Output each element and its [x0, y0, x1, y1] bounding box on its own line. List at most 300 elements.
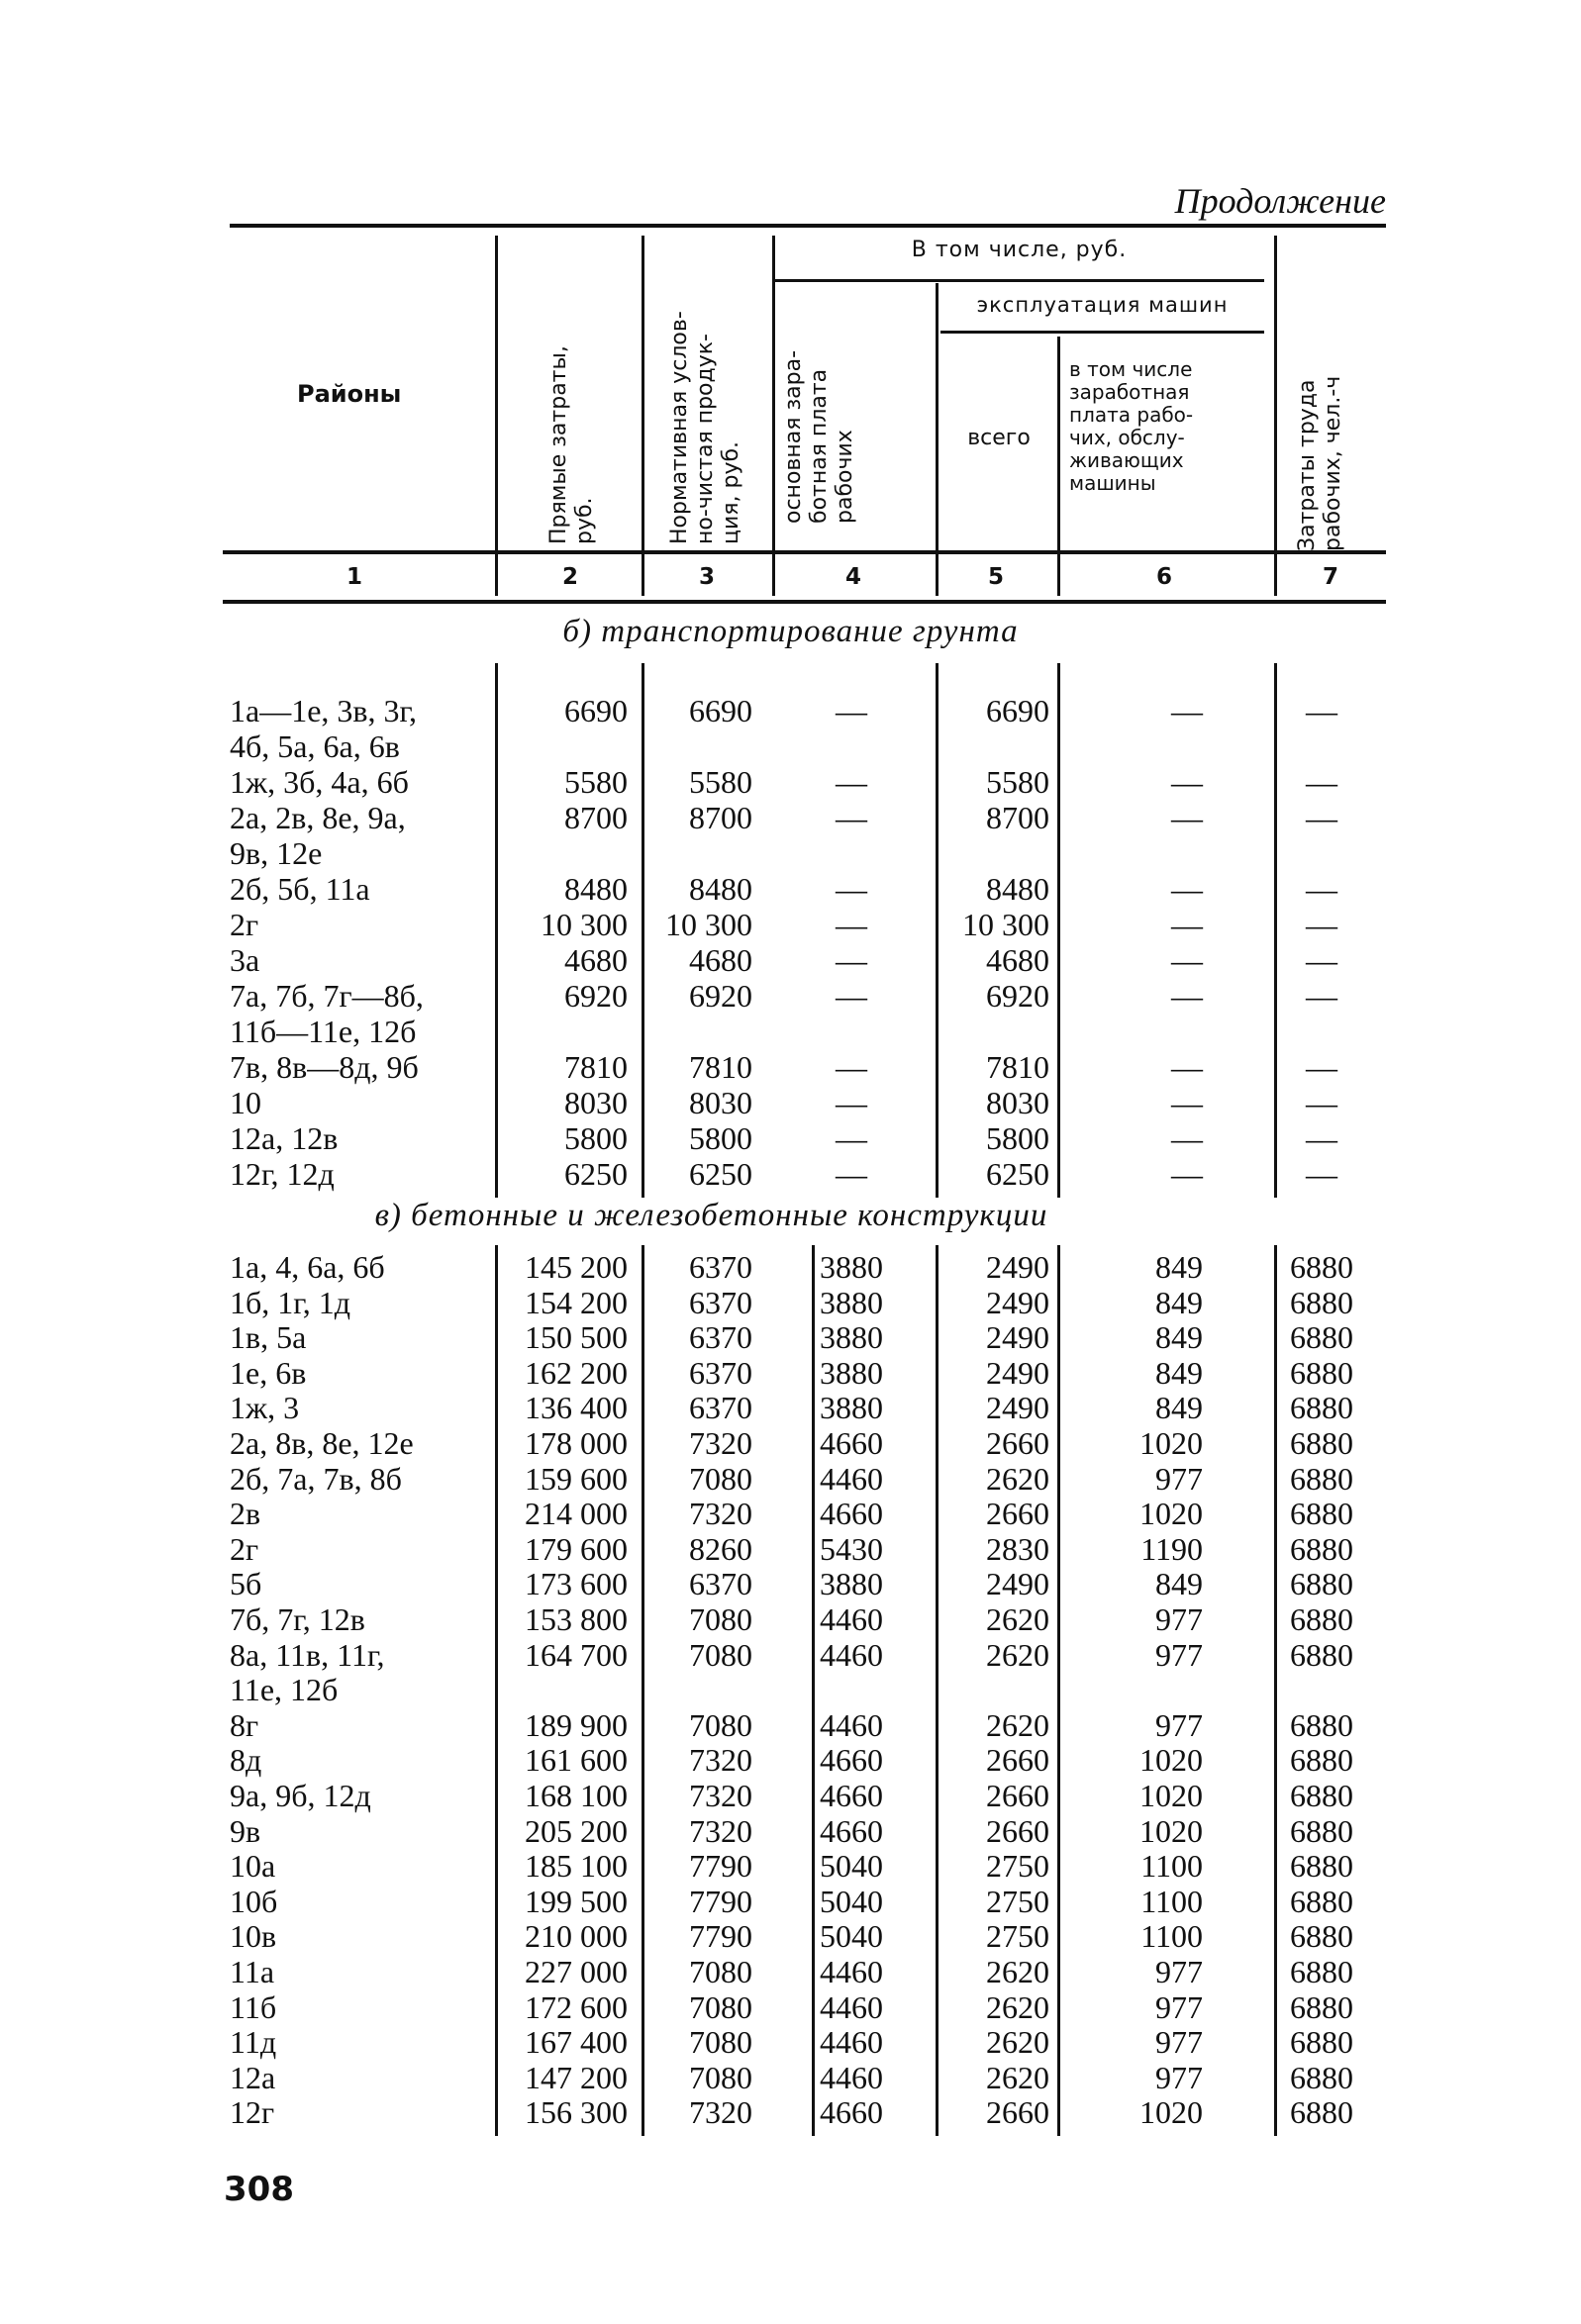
cell-value: 6880: [1290, 1988, 1353, 2025]
header-machine-operation: эксплуатация машин: [976, 293, 1229, 317]
cell-value: 5040: [820, 1918, 883, 1955]
cell-value: 4660: [820, 1742, 883, 1779]
table-row: [0, 871, 1581, 907]
cell-value: 2490: [986, 1319, 1049, 1356]
cell-value: 3880: [820, 1319, 883, 1356]
colnum-divider: [495, 556, 498, 596]
cell-value: 4460: [820, 1460, 883, 1497]
table-row: [0, 835, 1581, 871]
cell-value: 8700: [564, 800, 628, 835]
cell-value: —: [1306, 1156, 1337, 1192]
cell-value: 2620: [986, 2024, 1049, 2061]
cell-value: 6880: [1290, 1601, 1353, 1637]
cell-region: 10в: [230, 1918, 277, 1955]
cell-value: 6920: [689, 978, 752, 1014]
cell-value: 136 400: [525, 1390, 628, 1426]
table-row: [0, 1085, 1581, 1120]
cell-region: 12г, 12д: [230, 1156, 335, 1192]
cell-value: 4460: [820, 1601, 883, 1637]
cell-value: 4460: [820, 2059, 883, 2095]
colnum-divider: [1274, 556, 1277, 596]
table-row: [0, 1566, 1581, 1601]
cell-value: 7080: [689, 1460, 752, 1497]
cell-value: 8030: [564, 1085, 628, 1120]
cell-region: 10а: [230, 1848, 276, 1885]
header-direct-costs: Прямые затраты, руб.: [546, 345, 597, 544]
cell-value: —: [1171, 978, 1203, 1014]
cell-value: 4460: [820, 2024, 883, 2061]
cell-value: 8480: [564, 871, 628, 907]
cell-value: 162 200: [525, 1354, 628, 1391]
cell-value: 4680: [564, 942, 628, 978]
cell-value: 3880: [820, 1249, 883, 1285]
cell-value: 977: [1155, 2059, 1203, 2095]
table-row: [0, 1989, 1581, 2025]
cell-value: 6880: [1290, 1530, 1353, 1567]
cell-region: 4б, 5а, 6а, 6в: [230, 728, 400, 764]
table-row: [0, 1707, 1581, 1743]
cell-value: 6880: [1290, 1706, 1353, 1743]
table-row: [0, 1049, 1581, 1085]
cell-value: 153 800: [525, 1601, 628, 1637]
including-rule: [774, 279, 1264, 282]
cell-value: 5580: [564, 764, 628, 800]
cell-value: 6880: [1290, 1742, 1353, 1779]
header-machine-wage: в том числе заработная плата рабо- чих, обслу- живающих машины: [1069, 357, 1194, 495]
cell-value: 3880: [820, 1354, 883, 1391]
cell-value: 214 000: [525, 1496, 628, 1532]
cell-value: 2750: [986, 1883, 1049, 1919]
cell-region: 12а: [230, 2059, 276, 2095]
cell-value: 6880: [1290, 1883, 1353, 1919]
cell-value: 168 100: [525, 1778, 628, 1813]
cell-value: 7810: [689, 1049, 752, 1085]
cell-value: —: [836, 800, 867, 835]
cell-value: 4680: [689, 942, 752, 978]
cell-value: 7810: [564, 1049, 628, 1085]
cell-value: 164 700: [525, 1636, 628, 1673]
cell-value: —: [1306, 871, 1337, 907]
cell-value: 6880: [1290, 1566, 1353, 1602]
cell-value: —: [1171, 1156, 1203, 1192]
cell-value: 178 000: [525, 1425, 628, 1461]
table-row: [0, 1954, 1581, 1989]
cell-value: 6880: [1290, 1812, 1353, 1849]
cell-value: 2620: [986, 2059, 1049, 2095]
cell-region: 1а—1е, 3в, 3г,: [230, 693, 418, 728]
cell-value: 6880: [1290, 1284, 1353, 1320]
col-number: 7: [1323, 564, 1339, 590]
cell-value: 10 300: [962, 907, 1049, 942]
cell-region: 2а, 8в, 8е, 12е: [230, 1425, 414, 1461]
cell-value: 7790: [689, 1848, 752, 1885]
cell-value: —: [1171, 693, 1203, 728]
cell-region: 2г: [230, 1530, 259, 1567]
table-row: [0, 1461, 1581, 1497]
cell-value: 4460: [820, 1636, 883, 1673]
cell-value: 1100: [1140, 1883, 1203, 1919]
cell-value: 172 600: [525, 1988, 628, 2025]
col-number: 2: [562, 564, 579, 590]
cell-value: 2490: [986, 1284, 1049, 1320]
cell-value: 6690: [689, 693, 752, 728]
table-row: [0, 1249, 1581, 1285]
cell-value: 2660: [986, 1812, 1049, 1849]
page-number: 308: [224, 2170, 294, 2209]
cell-value: 7320: [689, 1425, 752, 1461]
table-row: [0, 2060, 1581, 2095]
cell-region: 2б, 5б, 11а: [230, 871, 370, 907]
cell-value: 10 300: [665, 907, 752, 942]
cell-value: 977: [1155, 1706, 1203, 1743]
cell-value: 6880: [1290, 1390, 1353, 1426]
table-row: [0, 1425, 1581, 1461]
cell-value: 849: [1155, 1566, 1203, 1602]
cell-value: 5430: [820, 1530, 883, 1567]
cell-value: 8480: [689, 871, 752, 907]
cell-value: 179 600: [525, 1530, 628, 1567]
cell-value: —: [1171, 800, 1203, 835]
cell-value: 7320: [689, 1812, 752, 1849]
cell-value: 2620: [986, 1601, 1049, 1637]
cell-value: 6920: [986, 978, 1049, 1014]
cell-value: —: [836, 871, 867, 907]
cell-region: 8а, 11в, 11г,: [230, 1636, 385, 1673]
cell-value: 4680: [986, 942, 1049, 978]
table-row: [0, 1637, 1581, 1673]
cell-value: 5800: [689, 1120, 752, 1156]
cell-region: 10б: [230, 1883, 278, 1919]
cell-value: 5040: [820, 1883, 883, 1919]
header-divider: [1057, 337, 1060, 558]
cell-value: —: [1306, 907, 1337, 942]
cell-value: 1100: [1140, 1848, 1203, 1885]
cell-value: —: [836, 942, 867, 978]
table-row: [0, 1496, 1581, 1531]
colnum-divider: [642, 556, 644, 596]
cell-value: 167 400: [525, 2024, 628, 2061]
cell-region: 11б—11е, 12б: [230, 1014, 417, 1049]
cell-value: —: [1306, 1085, 1337, 1120]
cell-value: 6370: [689, 1566, 752, 1602]
cell-value: 7790: [689, 1918, 752, 1955]
cell-value: 6370: [689, 1284, 752, 1320]
cell-value: —: [836, 978, 867, 1014]
cell-value: 2660: [986, 1742, 1049, 1779]
cell-region: 9в: [230, 1812, 261, 1849]
cell-region: 1а, 4, 6а, 6б: [230, 1249, 385, 1285]
table-top-rule: [230, 224, 1386, 228]
cell-region: 5б: [230, 1566, 262, 1602]
table-row: [0, 907, 1581, 942]
colnum-bottom-rule: [223, 600, 1386, 604]
cell-value: 4660: [820, 1425, 883, 1461]
cell-value: 7320: [689, 1778, 752, 1813]
cell-value: 2750: [986, 1918, 1049, 1955]
cell-value: 10 300: [541, 907, 628, 942]
cell-value: 8030: [689, 1085, 752, 1120]
cell-value: 6880: [1290, 1636, 1353, 1673]
cell-value: 1100: [1140, 1918, 1203, 1955]
cell-value: 6250: [564, 1156, 628, 1192]
cell-value: 154 200: [525, 1284, 628, 1320]
table-row: [0, 942, 1581, 978]
cell-value: 7080: [689, 2059, 752, 2095]
cell-value: —: [1306, 942, 1337, 978]
table-row: [0, 693, 1581, 728]
cell-value: 210 000: [525, 1918, 628, 1955]
table-row: [0, 1120, 1581, 1156]
cell-value: 2830: [986, 1530, 1049, 1567]
cell-region: 7в, 8в—8д, 9б: [230, 1049, 419, 1085]
cell-value: 2490: [986, 1249, 1049, 1285]
cell-value: —: [836, 907, 867, 942]
colnum-divider: [1057, 556, 1060, 596]
table-row: [0, 1918, 1581, 1954]
cell-value: 2660: [986, 1778, 1049, 1813]
header-divider: [772, 236, 775, 558]
cell-value: 6880: [1290, 2059, 1353, 2095]
cell-region: 2б, 7а, 7в, 8б: [230, 1460, 402, 1497]
cell-value: 8480: [986, 871, 1049, 907]
table-row: [0, 1884, 1581, 1919]
cell-value: —: [1171, 942, 1203, 978]
section-b-title: б) транспортирование грунта: [562, 614, 1019, 649]
cell-value: 199 500: [525, 1883, 628, 1919]
header-base-wage: основная зара- ботная плата рабочих: [781, 349, 857, 524]
cell-region: 9а, 9б, 12д: [230, 1778, 371, 1813]
cell-region: 11б: [230, 1988, 277, 2025]
cell-region: 12а, 12в: [230, 1120, 339, 1156]
cell-value: 6370: [689, 1319, 752, 1356]
cell-value: 7810: [986, 1049, 1049, 1085]
table-row: [0, 1813, 1581, 1849]
cell-value: 227 000: [525, 1954, 628, 1989]
cell-value: 6880: [1290, 1848, 1353, 1885]
col-number: 5: [988, 564, 1005, 590]
cell-region: 2а, 2в, 8е, 9а,: [230, 800, 406, 835]
header-divider: [1274, 236, 1277, 558]
cell-value: 6370: [689, 1354, 752, 1391]
cell-value: 8260: [689, 1530, 752, 1567]
cell-value: —: [1306, 1049, 1337, 1085]
header-divider: [642, 236, 644, 558]
cell-value: —: [1171, 1085, 1203, 1120]
table-row: [0, 1319, 1581, 1355]
cell-value: —: [1306, 978, 1337, 1014]
cell-value: 849: [1155, 1354, 1203, 1391]
cell-value: 8700: [986, 800, 1049, 835]
cell-value: 6880: [1290, 1354, 1353, 1391]
table-row: [0, 728, 1581, 764]
cell-value: —: [1171, 1120, 1203, 1156]
header-normative: Нормативная услов- но-чистая продук- ция, руб.: [667, 311, 743, 544]
cell-value: 849: [1155, 1249, 1203, 1285]
table-row: [0, 1014, 1581, 1049]
cell-region: 11д: [230, 2024, 277, 2061]
table-row: [0, 978, 1581, 1014]
cell-value: 5580: [986, 764, 1049, 800]
cell-value: —: [836, 764, 867, 800]
cell-value: 150 500: [525, 1319, 628, 1356]
cell-value: 6880: [1290, 1954, 1353, 1989]
machines-rule: [940, 331, 1264, 334]
cell-value: 2490: [986, 1354, 1049, 1391]
cell-value: 6880: [1290, 1496, 1353, 1532]
header-divider: [936, 283, 939, 558]
table-row: [0, 1848, 1581, 1884]
cell-value: —: [836, 1120, 867, 1156]
cell-value: 2620: [986, 1636, 1049, 1673]
cell-region: 7а, 7б, 7г—8б,: [230, 978, 424, 1014]
cell-value: 849: [1155, 1319, 1203, 1356]
cell-value: 6920: [564, 978, 628, 1014]
cell-value: —: [1306, 693, 1337, 728]
colnum-divider: [936, 556, 939, 596]
header-total: всего: [967, 426, 1031, 450]
cell-value: —: [1171, 907, 1203, 942]
cell-value: 6880: [1290, 1918, 1353, 1955]
cell-value: —: [1306, 800, 1337, 835]
colnum-divider: [772, 556, 775, 596]
cell-value: 6880: [1290, 1319, 1353, 1356]
cell-value: 7080: [689, 1706, 752, 1743]
cell-value: 2620: [986, 1706, 1049, 1743]
cell-value: 6880: [1290, 2094, 1353, 2131]
cell-value: 1020: [1139, 1812, 1203, 1849]
col-number: 6: [1156, 564, 1173, 590]
cell-value: 1020: [1139, 2094, 1203, 2131]
cell-value: 205 200: [525, 1812, 628, 1849]
cell-value: 977: [1155, 1636, 1203, 1673]
cell-value: 6690: [564, 693, 628, 728]
cell-value: 3880: [820, 1566, 883, 1602]
cell-value: 7790: [689, 1883, 752, 1919]
cell-region: 10: [230, 1085, 261, 1120]
cell-region: 8г: [230, 1706, 259, 1743]
cell-value: 2620: [986, 1460, 1049, 1497]
cell-value: 977: [1155, 1988, 1203, 2025]
cell-region: 11е, 12б: [230, 1672, 339, 1708]
cell-value: 6880: [1290, 1425, 1353, 1461]
table-row: [0, 1601, 1581, 1637]
cell-value: 4660: [820, 1778, 883, 1813]
cell-region: 3а: [230, 942, 260, 978]
cell-region: 11а: [230, 1954, 275, 1989]
table-row: [0, 1778, 1581, 1813]
cell-value: 2660: [986, 1496, 1049, 1532]
cell-value: 4660: [820, 2094, 883, 2131]
table-row: [0, 800, 1581, 835]
cell-value: 1020: [1139, 1496, 1203, 1532]
cell-value: 147 200: [525, 2059, 628, 2095]
cell-value: —: [1171, 764, 1203, 800]
cell-region: 1в, 5а: [230, 1319, 307, 1356]
cell-value: 6880: [1290, 1460, 1353, 1497]
col-number: 3: [699, 564, 716, 590]
cell-region: 1ж, 3б, 4а, 6б: [230, 764, 409, 800]
cell-region: 12г: [230, 2094, 275, 2131]
cell-value: 161 600: [525, 1742, 628, 1779]
cell-value: 1190: [1140, 1530, 1203, 1567]
cell-value: 6370: [689, 1249, 752, 1285]
cell-value: 4660: [820, 1812, 883, 1849]
cell-value: 977: [1155, 1954, 1203, 1989]
header-divider: [495, 236, 498, 558]
cell-value: 5800: [564, 1120, 628, 1156]
cell-value: 977: [1155, 1460, 1203, 1497]
cell-region: 1ж, 3: [230, 1390, 300, 1426]
col-number: 1: [346, 564, 363, 590]
cell-value: 6250: [986, 1156, 1049, 1192]
cell-value: 977: [1155, 2024, 1203, 2061]
cell-value: 2490: [986, 1390, 1049, 1426]
header-labor: Затраты труда рабочих, чел.-ч: [1295, 375, 1345, 551]
continuation-label: Продолжение: [1174, 181, 1386, 221]
cell-value: 6880: [1290, 2024, 1353, 2061]
cell-value: 4460: [820, 1988, 883, 2025]
col-number: 4: [845, 564, 862, 590]
cell-value: 7080: [689, 1954, 752, 1989]
header-including: В том числе, руб.: [911, 238, 1128, 262]
cell-value: 185 100: [525, 1848, 628, 1885]
cell-value: 156 300: [525, 2094, 628, 2131]
cell-region: 7б, 7г, 12в: [230, 1601, 365, 1637]
cell-value: 7080: [689, 1988, 752, 2025]
cell-value: 6880: [1290, 1778, 1353, 1813]
cell-value: 977: [1155, 1601, 1203, 1637]
cell-value: —: [836, 693, 867, 728]
cell-value: —: [836, 1085, 867, 1120]
cell-region: 8д: [230, 1742, 262, 1779]
cell-value: —: [1306, 764, 1337, 800]
cell-value: 5040: [820, 1848, 883, 1885]
cell-value: 3880: [820, 1284, 883, 1320]
table-row: [0, 1390, 1581, 1425]
header-regions: Районы: [297, 380, 402, 408]
table-row: [0, 2024, 1581, 2060]
cell-value: 7320: [689, 1742, 752, 1779]
cell-value: 6370: [689, 1390, 752, 1426]
cell-value: —: [1171, 1049, 1203, 1085]
cell-value: 6690: [986, 693, 1049, 728]
cell-value: 7080: [689, 2024, 752, 2061]
cell-value: 159 600: [525, 1460, 628, 1497]
cell-value: 7080: [689, 1636, 752, 1673]
cell-value: 2660: [986, 2094, 1049, 2131]
cell-region: 2в: [230, 1496, 261, 1532]
cell-value: 7320: [689, 2094, 752, 2131]
table-row: [0, 1742, 1581, 1778]
cell-region: 1б, 1г, 1д: [230, 1284, 351, 1320]
cell-value: 1020: [1139, 1778, 1203, 1813]
cell-value: —: [836, 1156, 867, 1192]
table-row: [0, 1672, 1581, 1707]
cell-value: 5800: [986, 1120, 1049, 1156]
cell-value: 1020: [1139, 1425, 1203, 1461]
cell-value: 8700: [689, 800, 752, 835]
cell-value: 2620: [986, 1954, 1049, 1989]
section-v-title: в) бетонные и железобетонные конструкции: [374, 1198, 1048, 1233]
cell-value: 7320: [689, 1496, 752, 1532]
cell-value: 4660: [820, 1496, 883, 1532]
table-row: [0, 764, 1581, 800]
table-row: [0, 2094, 1581, 2130]
cell-value: 2620: [986, 1988, 1049, 2025]
cell-value: 849: [1155, 1284, 1203, 1320]
cell-value: 2660: [986, 1425, 1049, 1461]
cell-value: 145 200: [525, 1249, 628, 1285]
